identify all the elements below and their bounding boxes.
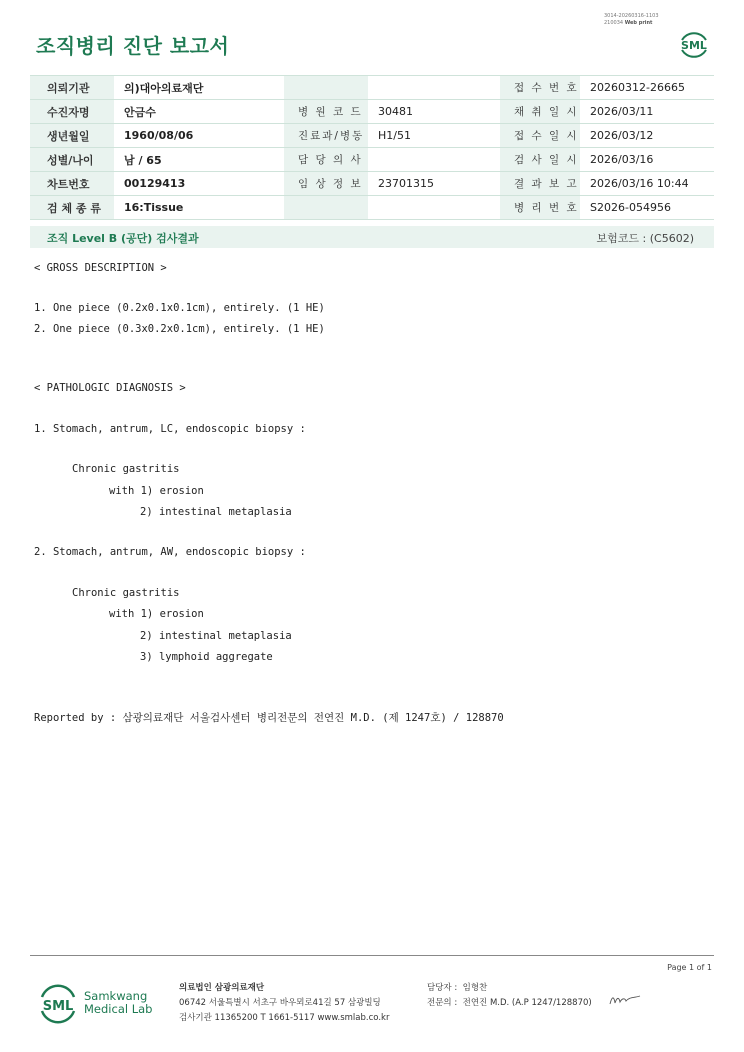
footer-address: 06742 서울특별시 서초구 바우뫼로41길 57 삼광빌딩 [179, 998, 381, 1008]
diagnosis-2-dx: Chronic gastritis [72, 587, 180, 599]
info-value-1: 안금수 [114, 100, 284, 124]
svg-text:SML: SML [42, 999, 74, 1014]
diagnosis-1-dx: Chronic gastritis [72, 463, 180, 475]
gross-item-1: 1. One piece (0.2x0.1x0.1cm), entirely. (1 HE) [34, 302, 325, 314]
diagnosis-2-finding-1: with 1) erosion [109, 608, 204, 620]
info-label-2 [284, 196, 368, 220]
info-label-1: 검 체 종 류 [30, 196, 114, 220]
info-value-2: H1/51 [368, 124, 500, 148]
info-label-2 [284, 76, 368, 100]
info-value-2 [368, 148, 500, 172]
footer-divider [30, 955, 714, 956]
footer-staff-block [427, 981, 592, 1011]
info-value-3: 2026/03/11 [580, 100, 714, 124]
diagnosis-heading: < PATHOLOGIC DIAGNOSIS > [34, 382, 186, 394]
info-row [30, 100, 714, 124]
info-label-3: 접 수 일 시 [500, 124, 580, 148]
info-value-2: 30481 [368, 100, 500, 124]
info-value-2 [368, 196, 500, 220]
print-code [604, 13, 659, 27]
info-value-3: 20260312-26665 [580, 76, 714, 100]
svg-text:SML: SML [681, 39, 707, 52]
footer-contact: 검사기관 11365200 T 1661-5117 www.smlab.co.kr [179, 1013, 390, 1023]
section-title: 조직 Level B (공단) 검사결과 [47, 232, 199, 245]
info-value-3: 2026/03/16 10:44 [580, 172, 714, 196]
footer-specialist: 전문의 : 전연진 M.D. (A.P 1247/128870) [427, 998, 592, 1008]
info-value-3: S2026-054956 [580, 196, 714, 220]
info-value-2 [368, 76, 500, 100]
info-value-3: 2026/03/16 [580, 148, 714, 172]
signature-image [608, 993, 642, 1007]
print-code-line1: 3014-20260316-1103 [604, 13, 659, 19]
diagnosis-2-finding-3: 3) lymphoid aggregate [140, 651, 273, 663]
info-label-1: 성별/나이 [30, 148, 114, 172]
info-value-1: 00129413 [114, 172, 284, 196]
info-label-2: 진료과/병동 [284, 124, 368, 148]
gross-item-2: 2. One piece (0.3x0.2x0.1cm), entirely. (1 HE) [34, 323, 325, 335]
insurance-code: 보험코드 : (C5602) [596, 232, 694, 245]
info-label-2: 임 상 정 보 [284, 172, 368, 196]
patient-info-table [30, 75, 714, 220]
gross-heading: < GROSS DESCRIPTION > [34, 262, 167, 274]
reported-by: Reported by : 삼광의료재단 서울검사센터 병리전문의 전연진 M.D. (제 1247호) / 128870 [34, 712, 504, 724]
info-value-2: 23701315 [368, 172, 500, 196]
footer-sml-logo [37, 981, 79, 1027]
info-row [30, 124, 714, 148]
diagnosis-2-site: 2. Stomach, antrum, AW, endoscopic biopsy : [34, 546, 306, 558]
footer-staff: 담당자 : 임형찬 [427, 983, 488, 993]
footer-address-block [179, 981, 389, 1026]
footer-lab-name: Samkwang Medical Lab [84, 989, 153, 1016]
info-value-1: 1960/08/06 [114, 124, 284, 148]
info-label-3: 채 취 일 시 [500, 100, 580, 124]
diagnosis-1-finding-1: with 1) erosion [109, 485, 204, 497]
info-label-3: 결 과 보 고 [500, 172, 580, 196]
info-value-3: 2026/03/12 [580, 124, 714, 148]
page-title: 조직병리 진단 보고서 [36, 34, 230, 58]
info-label-3: 검 사 일 시 [500, 148, 580, 172]
info-row [30, 172, 714, 196]
info-row [30, 148, 714, 172]
info-row [30, 196, 714, 220]
info-value-1: 남 / 65 [114, 148, 284, 172]
sml-logo [676, 26, 712, 62]
print-code-line2: 210034 Web print [604, 20, 653, 26]
info-label-1: 수진자명 [30, 100, 114, 124]
info-value-1: 16:Tissue [114, 196, 284, 220]
info-row [30, 76, 714, 100]
diagnosis-1-finding-2: 2) intestinal metaplasia [140, 506, 292, 518]
info-label-2: 담 당 의 사 [284, 148, 368, 172]
info-label-1: 생년월일 [30, 124, 114, 148]
diagnosis-1-site: 1. Stomach, antrum, LC, endoscopic biopsy : [34, 423, 306, 435]
info-label-1: 차트번호 [30, 172, 114, 196]
diagnosis-2-finding-2: 2) intestinal metaplasia [140, 630, 292, 642]
info-label-3: 접 수 번 호 [500, 76, 580, 100]
info-label-2: 병 원 코 드 [284, 100, 368, 124]
result-section-bar [30, 226, 714, 248]
footer-org: 의료법인 삼광의료재단 [179, 983, 265, 993]
info-label-1: 의뢰기관 [30, 76, 114, 100]
info-value-1: 의)대아의료재단 [114, 76, 284, 100]
page-number: Page 1 of 1 [667, 963, 712, 972]
info-label-3: 병 리 번 호 [500, 196, 580, 220]
